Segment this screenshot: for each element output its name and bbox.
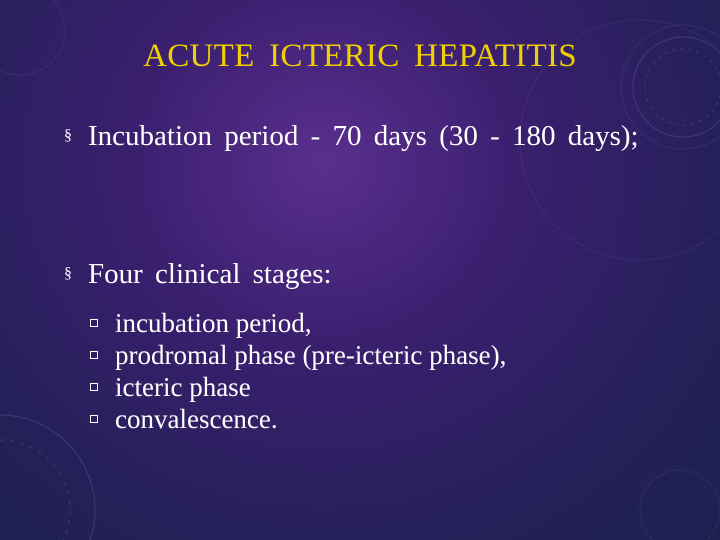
bullet-incubation-period <box>64 115 664 157</box>
bullet-marker: § <box>64 265 72 282</box>
square-bullet-icon <box>90 383 98 391</box>
list-item-text: incubation period, <box>115 308 312 338</box>
list-item-text: convalescence. <box>115 404 278 434</box>
square-bullet-icon <box>90 351 98 359</box>
list-item-text: icteric phase <box>115 372 251 402</box>
bullet-text: Incubation period - 70 days (30 - 180 days); <box>88 120 639 152</box>
list-item-text: prodromal phase (pre-icteric phase), <box>115 340 507 370</box>
slide-title: ACUTE ICTERIC HEPATITIS <box>143 38 577 74</box>
square-bullet-icon <box>90 415 98 423</box>
bullet-clinical-stages <box>64 253 664 295</box>
bullet-text: Four clinical stages: <box>88 258 332 290</box>
bullet-marker: § <box>64 127 72 144</box>
square-bullet-icon <box>90 319 98 327</box>
